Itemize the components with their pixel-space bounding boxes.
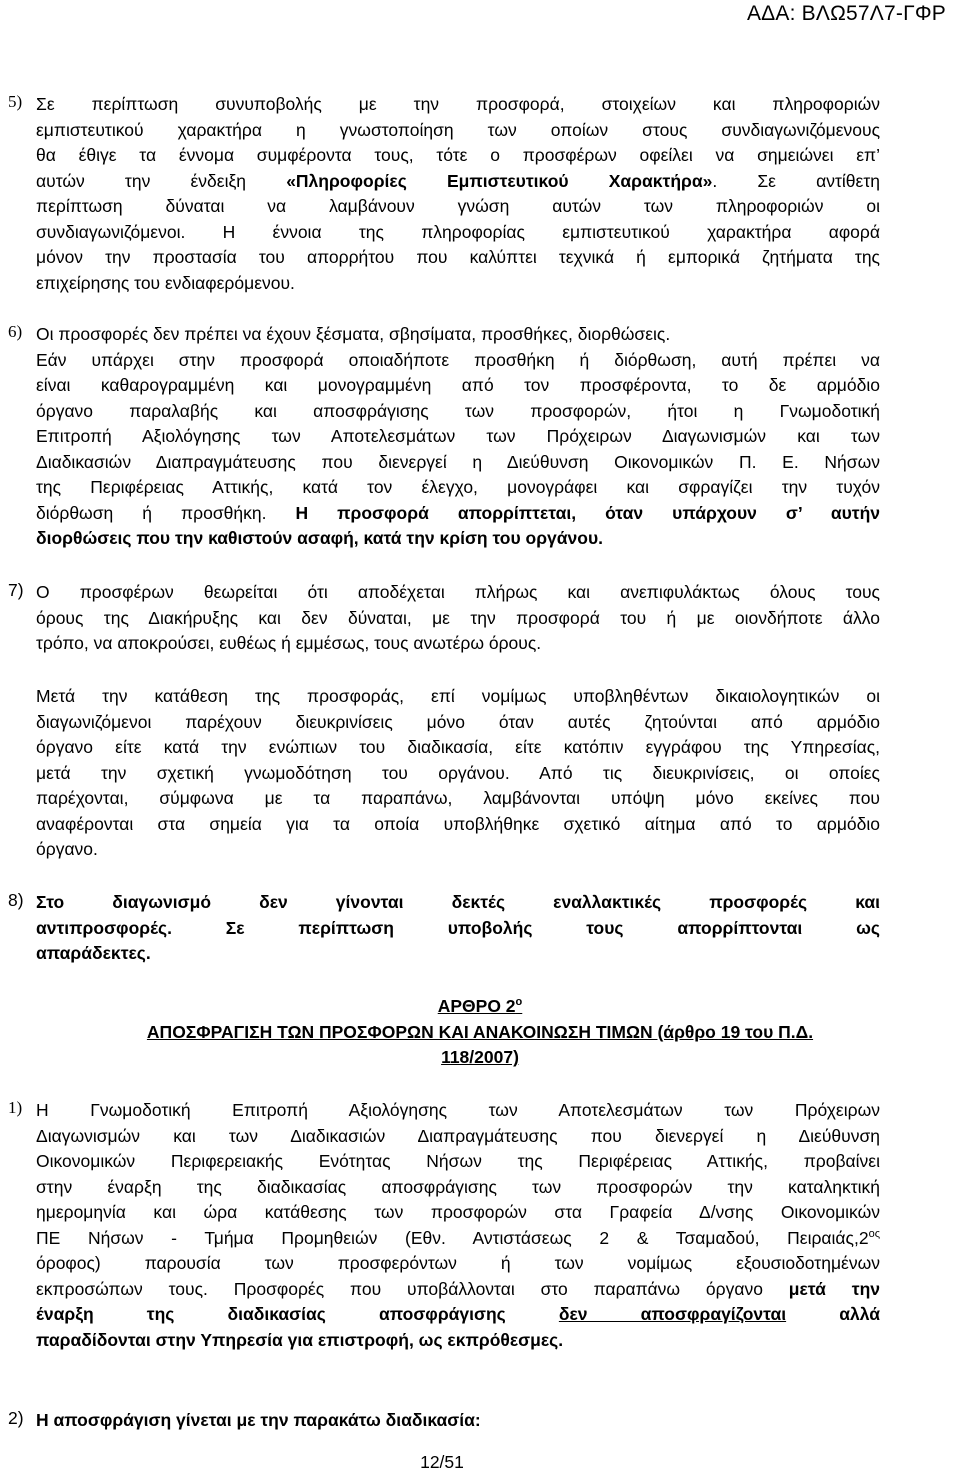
item-number: 2) bbox=[8, 1408, 24, 1428]
bold-phrase: «Πληροφορίες Εμπιστευτικού Χαρακτήρα» bbox=[286, 170, 713, 191]
text-line: αντιπροσφορές. Σε περίπτωση υποβολής τους απορρίπτονται ως bbox=[36, 917, 880, 938]
page-number: 12/51 bbox=[420, 1452, 464, 1472]
bold-phrase: διορθώσεις που την καθιστούν ασαφή, κατά την κρίση του οργάνου. bbox=[36, 528, 603, 548]
text-line: διαγωνιζόμενοι παρέχουν διευκρινίσεις μόνο όταν αυτές ζητούνται από αρμόδιο bbox=[36, 711, 880, 732]
text-line: Οι προσφορές δεν πρέπει να έχουν ξέσματα, σβησίματα, προσθήκες, διορθώσεις. bbox=[36, 324, 671, 344]
text-line: τρόπο, να αποκρούσει, ευθέως ή εμμέσως, τους ανωτέρω όρους. bbox=[36, 633, 542, 653]
article-heading bbox=[0, 994, 960, 1071]
text-line: ημερομηνία και ώρα κατάθεσης των προσφορών στα Γραφεία Δ/νσης Οικονομικών bbox=[36, 1202, 880, 1222]
text-line: όργανο παραλαβής και αποσφράγισης των προσφορών, ήτοι η Γνωμοδοτική bbox=[36, 400, 880, 421]
text-line: όργανο. bbox=[36, 839, 98, 859]
text-line: της Περιφέρειας Αττικής, κατά τον έλεγχο, μονογράφει και σφραγίζει την τυχόν bbox=[36, 477, 880, 497]
item-number: 8) bbox=[8, 890, 24, 910]
underlined-phrase: δεν αποσφραγίζονται bbox=[558, 1304, 787, 1324]
text-line: Η αποσφράγιση γίνεται με την παρακάτω διαδικασία: bbox=[36, 1410, 481, 1430]
text-line: όροφος) παρουσία των προσφερόντων ή των νομίμως εξουσιοδοτημένων bbox=[36, 1253, 880, 1273]
text-line: όργανο είτε κατά την ενώπιων του διαδικασία, είτε κατόπιν εγγράφου της Υπηρεσίας, bbox=[36, 737, 880, 757]
text-line: επιχείρησης του ενδιαφερόμενου. bbox=[36, 272, 295, 293]
item-number: 5) bbox=[8, 92, 23, 111]
text-line: εμπιστευτικού χαρακτήρα η γνωστοποίηση των οποίων στους συνδιαγωνιζόμενους bbox=[36, 119, 880, 140]
item-number: 6) bbox=[8, 322, 23, 341]
text-line: παραδίδονται στην Υπηρεσία για επιστροφή, ως εκπρόθεσμες. bbox=[36, 1329, 564, 1350]
text-line bbox=[36, 526, 880, 552]
text-line: Η Γνωμοδοτική Επιτροπή Αξιολόγησης των Αποτελεσμάτων των Πρόχειρων bbox=[36, 1100, 880, 1120]
text-line: παρέχονται, σύμφωνα με τα παραπάνω, λαμβάνονται υπόψη μόνο εκείνες που bbox=[36, 788, 880, 808]
text-line: Σε περίπτωση συνυποβολής με την προσφορά, στοιχείων και πληροφοριών bbox=[36, 94, 880, 114]
text-line: συνδιαγωνιζόμενοι. Η έννοια της πληροφορίας εμπιστευτικού χαρακτήρα αφορά bbox=[36, 221, 880, 242]
item-number: 7) bbox=[8, 580, 24, 600]
text-line: Διαδικασιών Διαπραγμάτευσης που διενεργεί η Διεύθυνση Οικονομικών Π. Ε. Νήσων bbox=[36, 451, 880, 472]
text-line: Οικονομικών Περιφερειακής Ενότητας Νήσων της Περιφέρειας Αττικής, προβαίνει bbox=[36, 1151, 880, 1171]
item-number: 1) bbox=[8, 1098, 23, 1117]
text-line: Ο προσφέρων θεωρείται ότι αποδέχεται πλήρως και ανεπιφυλάκτως όλους τους bbox=[36, 582, 880, 602]
text-line: είναι καθαρογραμμένη και μονογραμμένη από τον προσφέροντα, το δε αρμόδιο bbox=[36, 375, 880, 395]
text-line: όρους της Διακήρυξης και δεν δύναται, με την προσφορά του ή με οιονδήποτε άλλο bbox=[36, 607, 880, 628]
text-line: απαράδεκτες. bbox=[36, 943, 151, 963]
text-line: Εάν υπάρχει στην προσφορά οποιαδήποτε προσθήκη ή διόρθωση, αυτή πρέπει να bbox=[36, 349, 880, 370]
article-subtitle: ΑΠΟΣΦΡΑΓΙΣΗ ΤΩΝ ΠΡΟΣΦΟΡΩΝ ΚΑΙ ΑΝΑΚΟΙΝΩΣΗ ΤΙΜΩΝ (άρθρο 19 του Π.Δ. bbox=[146, 1021, 814, 1042]
bold-phrase: Η προσφορά απορρίπτεται, όταν υπάρχουν σ’ αυτήν bbox=[295, 502, 880, 523]
text-line: στην έναρξη της διαδικασίας αποσφράγισης των προσφορών την καταληκτική bbox=[36, 1176, 880, 1197]
text-line: μόνον την προστασία του απορρήτου που καλύπτει τεχνικά ή εμπορικά ζητήματα της bbox=[36, 247, 880, 267]
text-line: αυτών την ένδειξη «Πληροφορίες Εμπιστευτικού Χαρακτήρα». Σε αντίθετη bbox=[36, 170, 880, 191]
text-line: διόρθωση ή προσθήκη. Η προσφορά απορρίπτεται, όταν υπάρχουν σ’ αυτήν bbox=[36, 502, 880, 523]
text-line: Διαγωνισμών και των Διαδικασιών Διαπραγμάτευσης που διενεργεί η Διεύθυνση bbox=[36, 1125, 880, 1146]
text-line: αναφέρονται στα σημεία για τα οποία υποβλήθηκε σχετικό αίτημα από το αρμόδιο bbox=[36, 813, 880, 834]
text-line: εκπροσώπων τους. Προσφορές που υποβάλλονται στο παραπάνω όργανο μετά την bbox=[36, 1278, 880, 1299]
text-line: ΠΕ Νήσων - Τμήμα Προμηθειών (Εθν. Αντιστάσεως 2 & Τσαμαδού, $\Pi\varepsilon\iota\rho\alpha\iota ά\varsigma,2^{o\varsigma}$ bbox=[36, 1227, 880, 1248]
text-line: περίπτωση δύναται να λαμβάνουν γνώση αυτών των πληροφοριών οι bbox=[36, 196, 880, 216]
text-line: θα έθιγε τα έννομα συμφέροντα τους, τότε ο προσφέρων οφείλει να σημειώνει επ’ bbox=[36, 145, 880, 165]
article-title: ΑΡΘΡΟ $2^o$ bbox=[437, 996, 523, 1016]
text-line: Στο διαγωνισμό δεν γίνονται δεκτές εναλλακτικές προσφορές και bbox=[36, 892, 880, 912]
text-line: έναρξη της διαδικασίας αποσφράγισης δεν αποσφραγίζονται αλλά bbox=[36, 1304, 880, 1324]
text-line: Μετά την κατάθεση της προσφοράς, επί νομίμως υποβληθέντων δικαιολογητικών οι bbox=[36, 686, 880, 706]
text-line: μετά την σχετική γνωμοδότηση του οργάνου. Από τις διευκρινίσεις, οι οποίες bbox=[36, 762, 880, 783]
ada-code: ΑΔΑ: ΒΛΩ57Λ7-ΓΦΡ bbox=[746, 2, 946, 25]
text-line: Επιτροπή Αξιολόγησης των Αποτελεσμάτων των Πρόχειρων Διαγωνισμών και των bbox=[36, 426, 880, 446]
article-subtitle-cont: 118/2007) bbox=[441, 1047, 519, 1067]
